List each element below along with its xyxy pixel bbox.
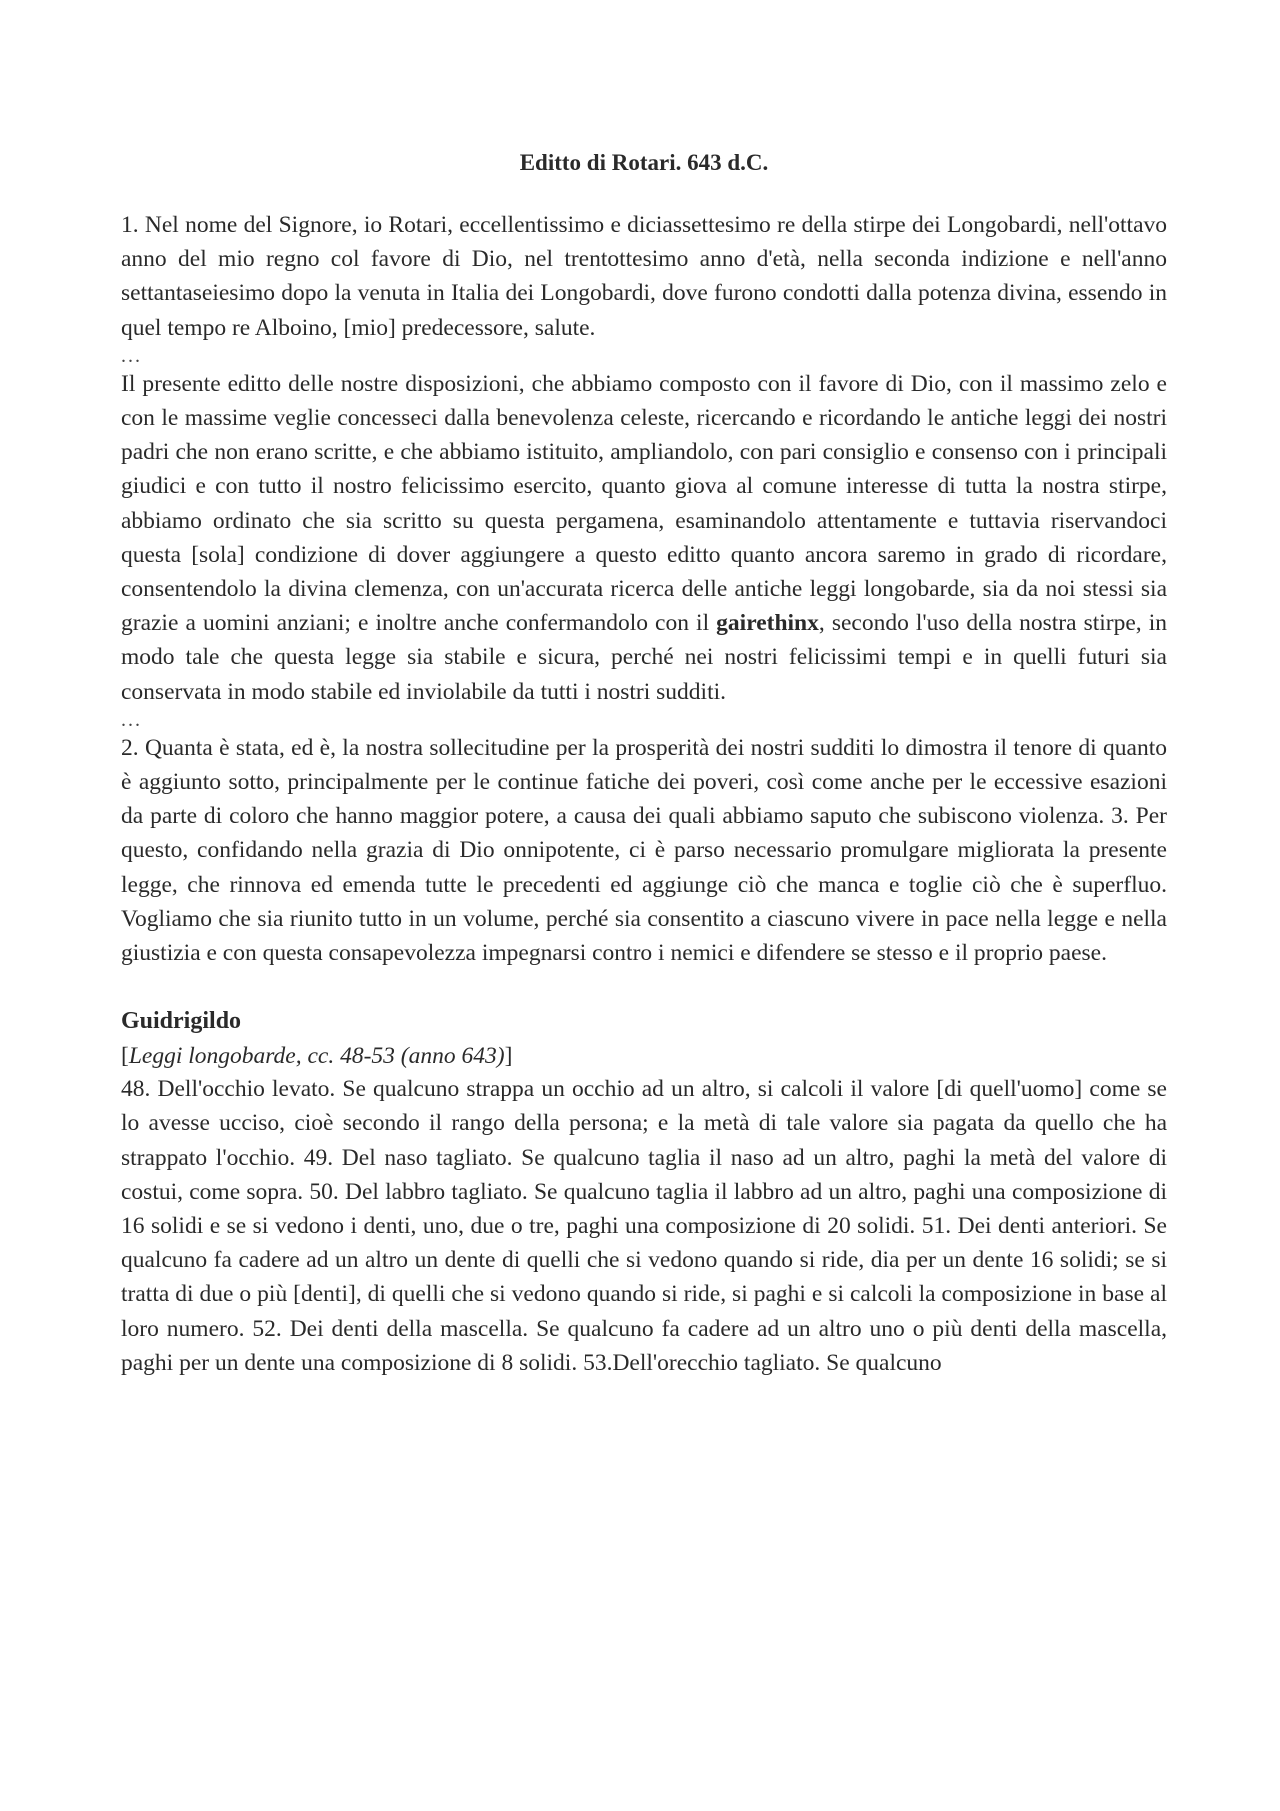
document-title: Editto di Rotari. 643 d.C. [519,150,769,175]
paragraph-laws: 48. Dell'occhio levato. Se qualcuno strappa un occhio ad un altro, si calcoli il valore [di quell'uomo] come se lo avesse ucciso, cioè secondo il rango della persona; e la metà di tale valore sia pagata da quello che ha strappato l'occhio. 49. Del naso tagliato. Se qualcuno taglia il naso ad un altro, paghi la metà del valore di costui, come sopra. 50. Del labbro tagliato. Se qualcuno taglia il labbro ad un altro, paghi una composizione di 16 solidi e se si vedono i denti, uno, due o tre, paghi una composizione di 20 solidi. 51. Dei denti anteriori. Se qualcuno fa cadere ad un altro un dente di quelli che si vedono quando si ride, dia per un dente 16 solidi; se si tratta di due o più [denti], di quelli che si vedono quando si ride, si paghi e si calcoli la composizione in base al loro numero. 52. Dei denti della mascella. Se qualcuno fa cadere ad un altro uno o più denti della mascella, paghi per un dente una composizione di 8 solidi. 53.Dell'orecchio tagliato. Se qualcuno [121,1076,1167,1376]
ellipsis-separator: ... [121,344,142,367]
term-gairethinx: gairethinx [716,610,819,637]
paragraph-edict-text: Il presente editto delle nostre disposizioni, che abbiamo composto con il favore di Dio, con il massimo zelo e con le massime veglie concesseci dalla benevolenza celeste, ricercando e ricordando le antiche leggi dei nostri padri che non erano scritte, e che abbiamo istituito, ampliandolo, con pari consiglio e consenso con i principali giudici e con tutto il nostro felicissimo esercito, quanto giova al comune interesse di tutta la nostra stirpe, abbiamo ordinato che sia scritto su questa pergamena, esaminandolo attentamente e tuttavia riservandoci questa [sola] condizione di dover aggiungere a questo editto quanto ancora saremo in grado di ricordare, consentendolo la divina clemenza, con un'accurata ricerca delle antiche leggi longobarde, sia da noi stessi sia grazie a uomini anziani; e inoltre anche confermandolo con il [121,370,1167,637]
paragraph-edict-text-end: , secondo l'uso della nostra stirpe, in modo tale che questa legge sia stabile e sicura, perché nei nostri felicissimi tempi e in quelli futuri sia conservata in modo stabile ed inviolabile da tutti i nostri sudditi. [121,610,1167,705]
citation-source: Leggi longobarde, cc. 48-53 (anno 643) [128,1043,505,1070]
paragraph-prologue: 1. Nel nome del Signore, io Rotari, eccellentissimo e diciassettesimo re della stirpe dei Longobardi, nell'ottavo anno del mio regno col favore di Dio, nel trentottesimo anno d'età, nella seconda indizione e nell'anno settantaseiesimo dopo la venuta in Italia dei Longobardi, dove furono condotti dalla potenza divina, essendo in quel tempo re Alboino, [mio] predecessore, salute. [121,212,1167,341]
paragraph-edict [121,367,1167,709]
ellipsis-separator: ... [121,708,142,731]
document-page [121,150,1167,1380]
section-heading: Guidrigildo [121,1008,242,1035]
section-citation: [Leggi longobarde, cc. 48-53 (anno 643)] [121,1043,513,1070]
paragraph-provisions: 2. Quanta è stata, ed è, la nostra sollecitudine per la prosperità dei nostri sudditi lo dimostra il tenore di quanto è aggiunto sotto, principalmente per le continue fatiche dei poveri, così come anche per le eccessive esazioni da parte di coloro che hanno maggior potere, a causa dei quali abbiamo saputo che subiscono violenza. 3. Per questo, confidando nella grazia di Dio onnipotente, ci è parso necessario promulgare migliorata la presente legge, che rinnova ed emenda tutte le precedenti ed aggiunge ciò che manca e toglie ciò che è superfluo. Vogliamo che sia riunito tutto in un volume, perché sia consentito a ciascuno vivere in pace nella legge e nella giustizia e con questa consapevolezza impegnarsi contro i nemici e difendere se stesso e il proprio paese. [121,734,1167,967]
